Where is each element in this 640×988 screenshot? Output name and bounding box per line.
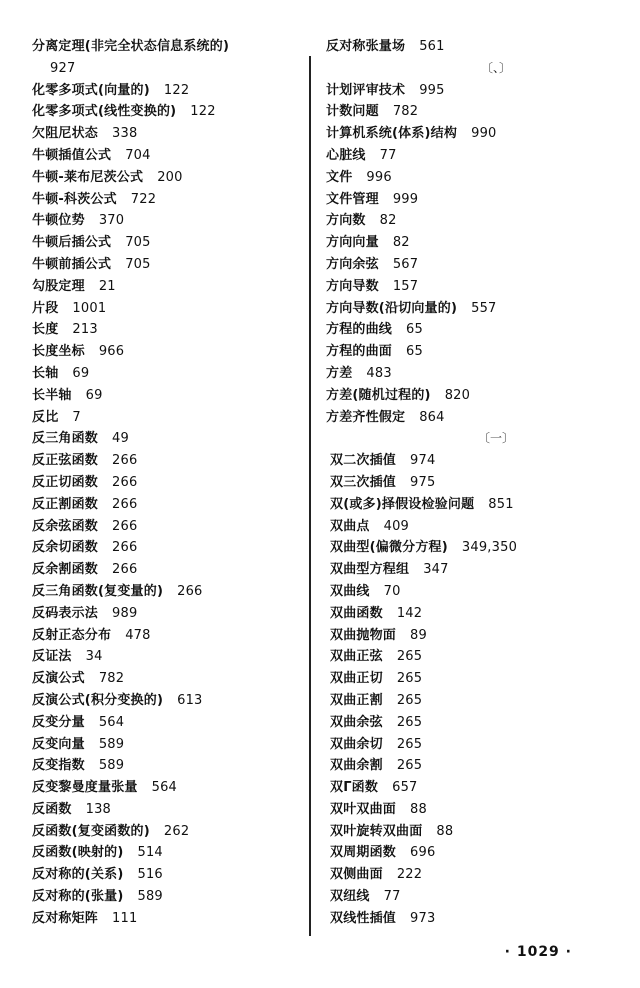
index-page-ref: 111 bbox=[112, 910, 138, 926]
index-page-ref: 266 bbox=[112, 518, 138, 534]
index-entry bbox=[32, 210, 300, 232]
index-page-ref: 705 bbox=[125, 256, 151, 272]
index-entry bbox=[32, 603, 300, 625]
index-entry bbox=[32, 385, 300, 407]
index-entry bbox=[32, 36, 300, 58]
index-entry bbox=[326, 145, 626, 167]
index-entry bbox=[32, 298, 300, 320]
index-entry bbox=[326, 450, 626, 472]
index-page-ref: 266 bbox=[112, 562, 138, 578]
index-page-ref: 265 bbox=[396, 649, 423, 665]
index-term: 方差齐性假定 bbox=[326, 409, 406, 425]
index-entry bbox=[326, 407, 626, 429]
index-entry bbox=[32, 690, 300, 712]
index-page-ref: 222 bbox=[396, 867, 423, 883]
index-page-ref: 589 bbox=[98, 758, 125, 774]
index-term: 方向向量 bbox=[326, 235, 379, 251]
index-page-ref: 864 bbox=[419, 409, 445, 425]
index-term: 化零多项式(向量的) bbox=[32, 82, 150, 98]
index-term: 双曲余弦 bbox=[330, 714, 383, 730]
index-page-ref: 564 bbox=[98, 714, 125, 730]
index-entry bbox=[32, 407, 300, 429]
index-term: 牛顿-科茨公式 bbox=[32, 191, 117, 207]
index-entry bbox=[326, 210, 626, 232]
index-term: 文件管理 bbox=[326, 191, 379, 207]
index-term: 牛顿位势 bbox=[32, 213, 85, 229]
index-term: 双线性插值 bbox=[330, 910, 397, 926]
index-entry bbox=[32, 668, 300, 690]
index-page-ref: 966 bbox=[98, 344, 125, 360]
index-page-ref: 370 bbox=[98, 213, 125, 229]
index-page-ref: 49 bbox=[112, 431, 129, 447]
index-page-ref: 589 bbox=[137, 889, 163, 905]
index-page-ref: 266 bbox=[112, 496, 138, 512]
index-page-ref: 722 bbox=[130, 191, 157, 207]
index-term: 反对称张量场 bbox=[326, 39, 406, 54]
index-term: 反变向量 bbox=[32, 736, 85, 752]
index-page-ref: 266 bbox=[177, 583, 203, 599]
index-term: 方向导数(沿切向量的) bbox=[326, 300, 458, 316]
index-term: 化零多项式(线性变换的) bbox=[32, 104, 177, 120]
index-entry bbox=[326, 189, 626, 211]
index-page-ref: 564 bbox=[151, 780, 178, 796]
section-heading: 〔一〕 bbox=[477, 431, 514, 446]
index-term: 文件 bbox=[326, 169, 353, 185]
index-entry bbox=[32, 734, 300, 756]
index-page-ref: 557 bbox=[471, 300, 497, 316]
index-entry bbox=[326, 864, 626, 886]
index-entry bbox=[32, 646, 300, 668]
index-entry bbox=[32, 189, 300, 211]
index-term: 反三角函数 bbox=[32, 431, 99, 447]
index-page-ref: 696 bbox=[410, 845, 436, 861]
index-entry bbox=[32, 232, 300, 254]
index-page-ref: 851 bbox=[488, 496, 514, 512]
index-term: 勾股定理 bbox=[32, 278, 85, 294]
index-column-left bbox=[32, 36, 300, 930]
index-page-ref: 514 bbox=[137, 845, 163, 861]
index-page-ref: 77 bbox=[383, 889, 401, 905]
index-entry bbox=[326, 167, 626, 189]
index-page-ref: 782 bbox=[392, 104, 419, 120]
index-page-ref: 69 bbox=[72, 365, 90, 381]
index-term: 反函数(映射的) bbox=[32, 845, 124, 861]
index-term: 计数问题 bbox=[326, 104, 379, 120]
index-entry bbox=[326, 276, 626, 298]
index-entry bbox=[326, 908, 626, 930]
index-page-ref: 347 bbox=[423, 562, 449, 578]
index-term: 双叶旋转双曲面 bbox=[330, 823, 423, 839]
index-entry bbox=[32, 625, 300, 647]
index-term: 双曲函数 bbox=[330, 605, 383, 621]
index-term: 反码表示法 bbox=[32, 605, 99, 621]
index-page-ref: 265 bbox=[396, 758, 423, 774]
index-entry bbox=[32, 145, 300, 167]
index-page-ref: 266 bbox=[112, 540, 138, 556]
index-entry bbox=[326, 123, 626, 145]
index-term: 计划评审技术 bbox=[326, 82, 406, 98]
index-entry bbox=[326, 559, 626, 581]
index-term: 反对称的(关系) bbox=[32, 867, 124, 883]
index-term: 反正弦函数 bbox=[32, 453, 99, 469]
index-term: 方向余弦 bbox=[326, 256, 379, 272]
index-term: 反变分量 bbox=[32, 714, 85, 730]
index-entry bbox=[32, 167, 300, 189]
index-page-ref: 973 bbox=[410, 910, 436, 926]
index-entry bbox=[32, 80, 300, 102]
index-term: 反正割函数 bbox=[32, 496, 99, 512]
index-entry bbox=[326, 799, 626, 821]
index-term: 双纽线 bbox=[330, 889, 370, 905]
index-entry bbox=[326, 341, 626, 363]
index-page-ref: 200 bbox=[157, 169, 183, 185]
index-term: 方差 bbox=[326, 365, 353, 381]
index-term: 反对称的(张量) bbox=[32, 889, 124, 905]
index-term: 反三角函数(复变量的) bbox=[32, 583, 164, 599]
index-page-ref: 122 bbox=[190, 104, 216, 120]
index-page-ref: 409 bbox=[383, 518, 410, 534]
index-entry bbox=[326, 734, 626, 756]
index-page-ref: 266 bbox=[112, 453, 138, 469]
index-entry bbox=[32, 821, 300, 843]
index-entry bbox=[326, 254, 626, 276]
index-page-ref: 657 bbox=[392, 780, 418, 796]
index-entry bbox=[326, 712, 626, 734]
index-entry bbox=[326, 777, 626, 799]
index-page-ref: 995 bbox=[419, 82, 445, 98]
index-entry bbox=[32, 276, 300, 298]
index-term: 双周期函数 bbox=[330, 845, 397, 861]
index-term: 计算机系统(体系)结构 bbox=[326, 126, 458, 142]
index-term: 双侧曲面 bbox=[330, 867, 383, 883]
index-term: 方向导数 bbox=[326, 278, 379, 294]
index-page-ref: 820 bbox=[444, 387, 471, 403]
index-term: 长轴 bbox=[32, 365, 59, 381]
index-term: 双曲线 bbox=[330, 583, 370, 599]
index-term: 双曲余切 bbox=[330, 736, 383, 752]
index-term: 反射正态分布 bbox=[32, 627, 112, 643]
index-term: 反演公式(积分变换的) bbox=[32, 692, 164, 708]
index-page-ref: 265 bbox=[396, 692, 423, 708]
index-term: 反变指数 bbox=[32, 758, 85, 774]
column-divider bbox=[309, 56, 311, 936]
index-entry bbox=[326, 516, 626, 538]
index-term: 欠阻尼状态 bbox=[32, 126, 99, 142]
index-page-ref: 975 bbox=[410, 474, 436, 490]
index-page-ref: 996 bbox=[366, 169, 392, 185]
index-page-ref: 65 bbox=[406, 344, 423, 360]
index-entry bbox=[32, 123, 300, 145]
index-page-ref: 7 bbox=[72, 409, 81, 425]
index-entry bbox=[326, 537, 626, 559]
index-term: 双曲正切 bbox=[330, 671, 383, 687]
index-entry bbox=[32, 559, 300, 581]
index-page-ref: 65 bbox=[406, 322, 423, 338]
index-page-ref: 567 bbox=[392, 256, 419, 272]
index-term: 双三次插值 bbox=[330, 474, 397, 490]
index-term: 双Γ函数 bbox=[330, 780, 379, 796]
index-entry bbox=[326, 646, 626, 668]
index-column-right bbox=[326, 36, 626, 930]
index-term: 长半轴 bbox=[32, 387, 72, 403]
index-term: 反变黎曼度量张量 bbox=[32, 780, 138, 796]
index-entry bbox=[326, 842, 626, 864]
index-entry bbox=[32, 712, 300, 734]
index-page-ref: 990 bbox=[471, 126, 497, 142]
index-page-ref: 265 bbox=[396, 714, 423, 730]
index-page-ref: 349,350 bbox=[461, 540, 518, 556]
index-term: 长度 bbox=[32, 322, 59, 338]
index-entry bbox=[326, 668, 626, 690]
index-page-ref: 704 bbox=[125, 147, 151, 163]
index-term: 牛顿-莱布尼茨公式 bbox=[32, 169, 144, 185]
index-page-ref: 262 bbox=[163, 823, 190, 839]
index-entry bbox=[32, 472, 300, 494]
section-heading: 〔、〕 bbox=[480, 60, 511, 75]
index-term: 双叶双曲面 bbox=[330, 801, 397, 817]
index-term: 反函数(复变函数的) bbox=[32, 823, 150, 839]
page-number: · 1029 · bbox=[504, 944, 572, 960]
index-entry bbox=[326, 385, 626, 407]
index-page-ref: 34 bbox=[85, 649, 103, 665]
index-term: 分离定理(非完全状态信息系统的) bbox=[32, 39, 230, 54]
index-entry bbox=[326, 472, 626, 494]
index-term: 双曲正弦 bbox=[330, 649, 383, 665]
index-term: 片段 bbox=[32, 300, 59, 316]
index-page-ref: 265 bbox=[396, 736, 423, 752]
index-page-ref: 483 bbox=[366, 365, 392, 381]
index-page-ref: 69 bbox=[85, 387, 103, 403]
index-page-ref: 1001 bbox=[72, 300, 107, 316]
index-term: 反余切函数 bbox=[32, 540, 99, 556]
index-term: 双二次插值 bbox=[330, 453, 397, 469]
index-entry bbox=[32, 777, 300, 799]
index-term: 双曲型(偏微分方程) bbox=[330, 540, 448, 556]
index-page-ref: 89 bbox=[410, 627, 427, 643]
index-term: 方向数 bbox=[326, 213, 366, 229]
index-entry bbox=[326, 36, 626, 58]
index-page-ref: 613 bbox=[177, 692, 203, 708]
index-page-ref: 88 bbox=[410, 801, 427, 817]
index-page-ref: 77 bbox=[379, 147, 397, 163]
index-page-ref: 82 bbox=[392, 235, 410, 251]
index-term: 双曲点 bbox=[330, 518, 370, 534]
index-entry bbox=[32, 799, 300, 821]
index-entry bbox=[32, 842, 300, 864]
index-page-ref: 989 bbox=[112, 605, 138, 621]
index-page-ref: 266 bbox=[112, 474, 138, 490]
index-entry bbox=[326, 298, 626, 320]
index-entry bbox=[32, 908, 300, 930]
index-entry bbox=[326, 319, 626, 341]
index-page-ref: 138 bbox=[85, 801, 112, 817]
index-term: 心脏线 bbox=[326, 147, 366, 163]
index-entry bbox=[326, 886, 626, 908]
index-entry bbox=[32, 537, 300, 559]
index-entry bbox=[326, 755, 626, 777]
index-page-ref: 927 bbox=[50, 60, 76, 76]
index-entry bbox=[32, 341, 300, 363]
index-term: 方程的曲面 bbox=[326, 344, 393, 360]
index-term: 双(或多)择假设检验问题 bbox=[330, 496, 475, 512]
index-entry bbox=[32, 450, 300, 472]
index-entry bbox=[32, 428, 300, 450]
index-term: 牛顿前插公式 bbox=[32, 256, 112, 272]
index-term: 反证法 bbox=[32, 649, 72, 665]
index-term: 反正切函数 bbox=[32, 474, 99, 490]
index-page-ref: 70 bbox=[383, 583, 401, 599]
index-page-ref: 516 bbox=[137, 867, 163, 883]
index-entry bbox=[326, 821, 626, 843]
index-entry bbox=[326, 232, 626, 254]
index-term: 双曲余割 bbox=[330, 758, 383, 774]
index-term: 长度坐标 bbox=[32, 344, 85, 360]
index-term: 反余割函数 bbox=[32, 562, 99, 578]
index-term: 双曲正割 bbox=[330, 692, 383, 708]
index-entry bbox=[32, 254, 300, 276]
index-entry bbox=[32, 494, 300, 516]
index-page-ref: 213 bbox=[72, 322, 98, 338]
index-page-ref: 21 bbox=[98, 278, 116, 294]
index-entry bbox=[326, 363, 626, 385]
index-page-ref: 561 bbox=[419, 39, 445, 54]
index-term: 反余弦函数 bbox=[32, 518, 99, 534]
index-term: 方程的曲线 bbox=[326, 322, 393, 338]
index-page-ref: 478 bbox=[125, 627, 151, 643]
index-term: 反对称矩阵 bbox=[32, 910, 99, 926]
index-page-ref: 705 bbox=[125, 235, 151, 251]
index-term: 反函数 bbox=[32, 801, 72, 817]
index-entry bbox=[326, 80, 626, 102]
index-page-ref: 782 bbox=[98, 671, 125, 687]
index-page-ref: 999 bbox=[392, 191, 419, 207]
index-entry bbox=[326, 603, 626, 625]
index-page-ref: 338 bbox=[112, 126, 138, 142]
index-term: 双曲型方程组 bbox=[330, 562, 410, 578]
index-entry bbox=[32, 581, 300, 603]
index-term: 反比 bbox=[32, 409, 59, 425]
index-page-ref: 142 bbox=[396, 605, 423, 621]
index-term: 反演公式 bbox=[32, 671, 85, 687]
index-entry bbox=[32, 363, 300, 385]
index-entry bbox=[32, 58, 300, 80]
index-entry bbox=[32, 755, 300, 777]
index-page-ref: 589 bbox=[98, 736, 125, 752]
index-entry bbox=[326, 101, 626, 123]
index-entry bbox=[326, 494, 626, 516]
index-term: 牛顿后插公式 bbox=[32, 235, 112, 251]
index-page-ref: 974 bbox=[410, 453, 436, 469]
index-entry bbox=[326, 690, 626, 712]
index-page-ref: 122 bbox=[163, 82, 190, 98]
index-page-ref: 157 bbox=[392, 278, 419, 294]
index-page-ref: 88 bbox=[436, 823, 454, 839]
index-entry bbox=[326, 581, 626, 603]
index-entry bbox=[32, 864, 300, 886]
index-entry bbox=[32, 516, 300, 538]
index-term: 双曲抛物面 bbox=[330, 627, 397, 643]
index-term: 方差(随机过程的) bbox=[326, 387, 431, 403]
index-page-ref: 82 bbox=[379, 213, 397, 229]
index-entry bbox=[32, 886, 300, 908]
index-page-ref: 265 bbox=[396, 671, 423, 687]
index-entry bbox=[326, 625, 626, 647]
index-term: 牛顿插值公式 bbox=[32, 147, 112, 163]
index-entry bbox=[32, 101, 300, 123]
index-entry bbox=[32, 319, 300, 341]
